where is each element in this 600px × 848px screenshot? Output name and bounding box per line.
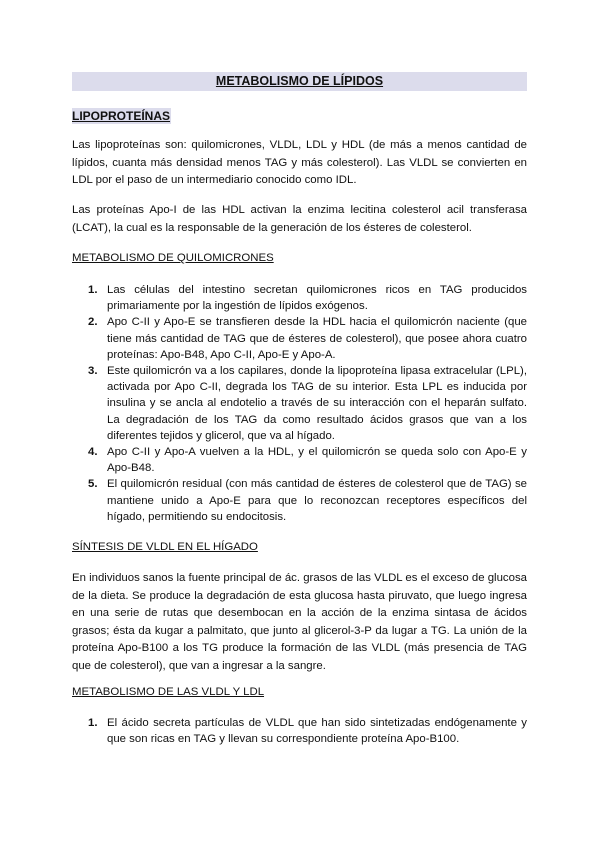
intro-paragraph-2: Las proteínas Apo-I de las HDL activan la enzima lecitina colesterol acil transferasa (LCAT), la cual es la responsable de la generación de los ésteres de colesterol. — [72, 204, 527, 234]
section-heading-vldl-ldl: METABOLISMO DE LAS VLDL Y LDL — [72, 686, 265, 698]
quilomicrones-list — [72, 282, 527, 525]
list-item — [72, 476, 527, 525]
vldl-ldl-list — [72, 715, 527, 747]
list-item — [72, 282, 527, 314]
list-item — [72, 363, 527, 444]
list-item-text: El ácido secreta partículas de VLDL que han sido sintetizadas endógenamente y que son ricas en TAG y llevan su correspondiente proteína Apo-B100. — [107, 717, 527, 746]
list-item-number: 3. — [88, 365, 98, 378]
page-title: METABOLISMO DE LÍPIDOS — [215, 74, 384, 88]
list-item-text: Apo C-II y Apo-E se transfieren desde la HDL hacia el quilomicrón naciente (que tiene más cantidad de TAG que de ésteres de colesterol), que posee ahora cuatro proteínas: Apo-B48, Apo C-II, Apo-E y Apo-A. — [107, 316, 527, 361]
list-item-text: Este quilomicrón va a los capilares, donde la lipoproteína lipasa extracelular (LPL), activada por Apo C-II, degrada los TAG de su interior. Esta LPL es inducida por insulina y se ancla al endotelio a través de su interacción con el heparán sulfato. La degradación de los TAG da como resultado ácidos grasos que van a los diferentes tejidos y glicerol, que va al hígado. — [107, 365, 527, 442]
lipoproteinas-heading: LIPOPROTEÍNAS — [72, 109, 171, 123]
list-item — [72, 444, 527, 476]
section-heading-sintesis-vldl: SÍNTESIS DE VLDL EN EL HÍGADO — [72, 541, 258, 553]
list-item — [72, 715, 527, 747]
intro-paragraph-1: Las lipoproteínas son: quilomicrones, VLDL, LDL y HDL (de más a menos cantidad de lípidos, cuanta más densidad menos TAG y más colesterol). Las VLDL se convierten en LDL por el paso de un intermediario conocido como IDL. — [72, 139, 527, 187]
list-item-number: 1. — [88, 717, 98, 729]
list-item-number: 1. — [88, 284, 98, 296]
list-item-text: Las células del intestino secretan quilomicrones ricos en TAG producidos primariamente por la ingestión de lípidos exógenos. — [107, 284, 527, 313]
list-item-number: 5. — [88, 478, 98, 491]
list-item — [72, 314, 527, 363]
list-item-text: El quilomicrón residual (con más cantidad de ésteres de colesterol que de TAG) se mantiene unido a Apo-E para que lo reconozcan receptores específicos del hígado, permitiendo su endocitosis. — [107, 478, 527, 523]
sintesis-vldl-paragraph: En individuos sanos la fuente principal de ác. grasos de las VLDL es el exceso de glucosa de la dieta. Se produce la degradación de esta glucosa hasta piruvato, que luego ingresa en una serie de rutas que desembocan en la acción de la enzima sintasa de ácidos grasos; ésta da kugar a palmitato, que junto al glicerol-3-P da lugar a TG. La unión de la proteína Apo-B100 a los TG produce la formación de las VLDL (más presencia de TAG que de colesterol), que van a ingresar a la sangre. — [72, 572, 527, 672]
section-heading-quilomicrones: METABOLISMO DE QUILOMICRONES — [72, 252, 274, 264]
list-item-number: 4. — [88, 446, 98, 459]
list-item-number: 2. — [88, 316, 98, 329]
list-item-text: Apo C-II y Apo-A vuelven a la HDL, y el quilomicrón se queda solo con Apo-E y Apo-B48. — [107, 446, 527, 475]
